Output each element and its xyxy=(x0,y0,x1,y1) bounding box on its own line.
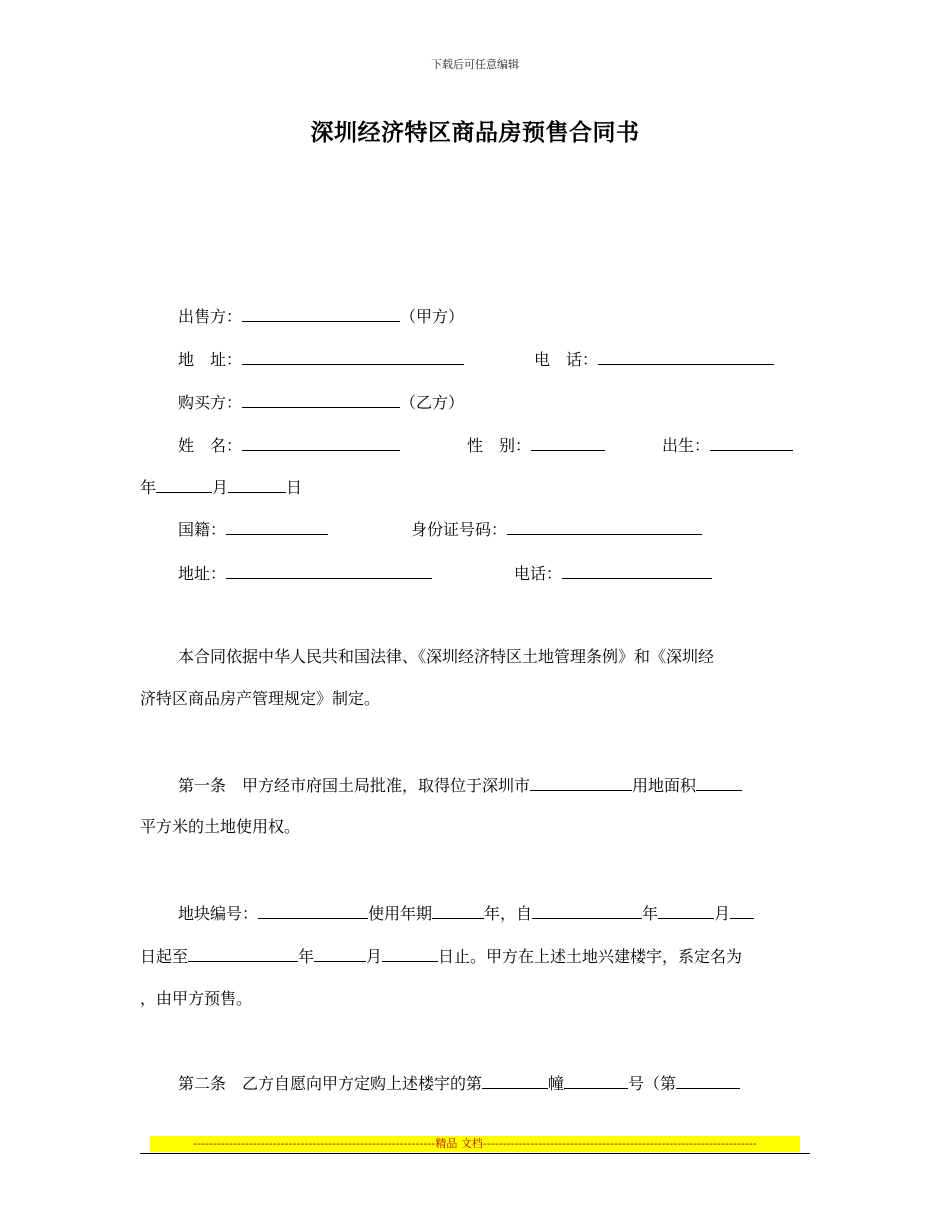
day-label: 日 xyxy=(286,478,303,497)
year-label: 年 xyxy=(140,478,157,497)
article-1-line-2: 平方米的土地使用权。 xyxy=(140,817,301,836)
plot-line-2 xyxy=(140,945,742,967)
seller-address-row xyxy=(178,348,464,370)
term-from-label: 年，自 xyxy=(484,904,533,923)
seller-suffix: （甲方） xyxy=(400,307,465,326)
article-1-text-b: 用地面积 xyxy=(632,776,697,795)
nationality-row xyxy=(178,518,328,540)
seller-label: 出售方： xyxy=(178,307,243,326)
seller-phone-row xyxy=(534,348,774,370)
id-row xyxy=(411,518,702,540)
id-blank[interactable] xyxy=(507,518,702,535)
buyer-address-blank[interactable] xyxy=(226,562,432,579)
birth-row xyxy=(662,434,793,456)
birth-date-row xyxy=(140,476,302,498)
buyer-label: 购买方： xyxy=(178,393,243,412)
term-years-blank[interactable] xyxy=(432,902,484,919)
birth-month-blank[interactable] xyxy=(156,476,212,493)
gender-row xyxy=(467,434,605,456)
end-day-blank[interactable] xyxy=(382,945,438,962)
buyer-phone-blank[interactable] xyxy=(562,562,712,579)
floor-blank[interactable] xyxy=(676,1072,740,1089)
article-2-text-a: 第二条 乙方自愿向甲方定购上述楼宇的第 xyxy=(178,1074,483,1093)
term-label: 使用年期 xyxy=(368,904,433,923)
phone-label: 电 话： xyxy=(534,350,599,369)
end-year-label: 年 xyxy=(298,947,315,966)
buyer-suffix: （乙方） xyxy=(400,393,465,412)
seller-phone-blank[interactable] xyxy=(598,348,774,365)
seller-row xyxy=(178,305,464,327)
name-row xyxy=(178,434,400,456)
end-month-label: 月 xyxy=(366,947,383,966)
article-1-text-a: 第一条 甲方经市府国土局批准，取得位于深圳市 xyxy=(178,776,531,795)
plot-until-text: 日止。甲方在上述土地兴建楼宇，系定名为 xyxy=(438,947,743,966)
plot-line-3: ，由甲方预售。 xyxy=(140,989,253,1008)
buyer-row xyxy=(178,391,464,413)
buyer-phone-label: 电话： xyxy=(514,564,563,583)
month-label: 月 xyxy=(212,478,229,497)
header-note: 下载后可任意编辑 xyxy=(431,58,519,71)
unit-number-blank[interactable] xyxy=(564,1072,628,1089)
land-area-blank[interactable] xyxy=(696,774,742,791)
start-day-blank[interactable] xyxy=(730,902,754,919)
footer-banner: -------------------------------------------------------------精品 文档--------------------------------------------------------------------- xyxy=(150,1136,800,1152)
gender-blank[interactable] xyxy=(531,434,605,451)
name-blank[interactable] xyxy=(242,434,400,451)
article-2-text-c: 号（第 xyxy=(628,1074,677,1093)
birth-label: 出生： xyxy=(662,436,711,455)
buyer-address-row xyxy=(178,562,432,584)
building-blank[interactable] xyxy=(482,1072,548,1089)
start-year-label: 年 xyxy=(642,904,659,923)
building-label: 幢 xyxy=(548,1074,565,1093)
plot-number-label: 地块编号： xyxy=(178,904,259,923)
footer-divider xyxy=(140,1153,810,1154)
id-label: 身份证号码： xyxy=(411,520,508,539)
address-label: 地 址： xyxy=(178,350,243,369)
plot-number-blank[interactable] xyxy=(258,902,368,919)
buyer-blank[interactable] xyxy=(242,391,400,408)
buyer-address-label: 地址： xyxy=(178,564,227,583)
plot-line-1 xyxy=(178,902,754,924)
gender-label: 性 别： xyxy=(467,436,532,455)
birth-day-blank[interactable] xyxy=(228,476,286,493)
start-month-label: 月 xyxy=(714,904,731,923)
plot-until-label: 日起至 xyxy=(140,947,189,966)
end-year-blank[interactable] xyxy=(188,945,298,962)
buyer-phone-row xyxy=(514,562,712,584)
location-blank[interactable] xyxy=(530,774,632,791)
article-1-line-1 xyxy=(178,774,742,796)
nationality-blank[interactable] xyxy=(226,518,328,535)
basis-line-1: 本合同依据中华人民共和国法律、《深圳经济特区土地管理条例》和《深圳经 xyxy=(178,647,715,666)
basis-line-2: 济特区商品房产管理规定》制定。 xyxy=(140,689,381,708)
seller-blank[interactable] xyxy=(242,305,400,322)
seller-address-blank[interactable] xyxy=(242,348,464,365)
end-month-blank[interactable] xyxy=(314,945,366,962)
start-year-blank[interactable] xyxy=(532,902,642,919)
article-2-line-1 xyxy=(178,1072,740,1094)
nationality-label: 国籍： xyxy=(178,520,227,539)
start-month-blank[interactable] xyxy=(658,902,714,919)
page-title: 深圳经济特区商品房预售合同书 xyxy=(310,120,640,146)
birth-year-blank[interactable] xyxy=(710,434,793,451)
name-label: 姓 名： xyxy=(178,436,243,455)
